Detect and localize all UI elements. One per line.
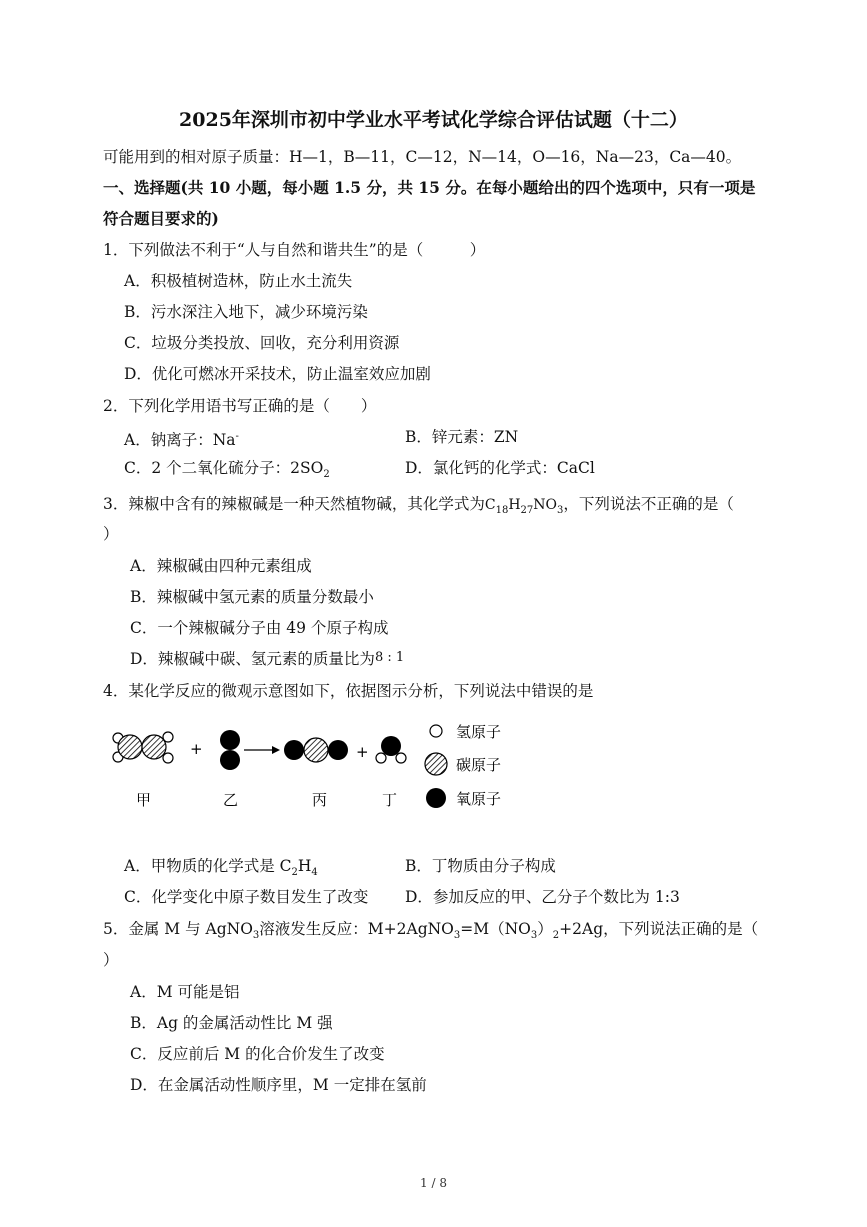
reaction-arrow [244,746,280,754]
capsaicin-formula: $C_{18}H_{27}NO_3$ [484,497,564,516]
legend-oxygen [426,788,501,808]
section1-heading-line2: 符合题目要求的) [103,209,219,228]
legend-carbon [425,753,501,775]
label-jia: 甲 [136,791,152,809]
molecule-jia [113,732,173,763]
svg-text:碳原子: 碳原子 [456,756,502,774]
q5-option-d: D．在金属活动性顺序里，M 一定排在氢前 [130,1076,427,1094]
q3-option-b: B．辣椒碱中氢元素的质量分数最小 [130,588,374,606]
q3-option-a: A．辣椒碱由四种元素组成 [130,557,312,575]
q1-option-d: D．优化可燃冰开采技术，防止温室效应加剧 [124,365,431,383]
q3-option-d: D．辣椒碱中碳、氢元素的质量比为8 : 1 [130,650,405,668]
q2-option-a: A．钠离子：Na- [124,431,239,450]
label-ding: 丁 [382,791,398,809]
q4-stem: 4．某化学反应的微观示意图如下，依据图示分析，下列说法中错误的是 [103,682,594,700]
q1-option-b: B．污水深注入地下，减少环境污染 [124,303,368,321]
q2-option-b: B．锌元素：ZN [405,428,519,446]
q3-option-c: C．一个辣椒碱分子由 49 个原子构成 [130,619,389,637]
q3-stem: 3．辣椒中含有的辣椒碱是一种天然植物碱，其化学式为$C_{18}H_{27}NO_3$，下列说法不正确的是（ [103,495,734,516]
q1-option-a: A．积极植树造林，防止水土流失 [124,272,353,290]
reaction-micro-diagram [100,712,520,852]
section1-heading-line1: 一、选择题(共 10 小题，每小题 1.5 分，共 15 分。在每小题给出的四个选项中，只有一项是 [103,178,756,197]
q3-stem-end: ） [103,525,119,543]
q5-option-c: C．反应前后 M 的化合价发生了改变 [130,1045,385,1063]
atomic-masses-line: 可能用到的相对原子质量：H—1，B—11，C—12，N—14，O—16，Na—23，Ca—40。 [103,148,742,166]
plus-sign-2: + [356,743,369,761]
q2-option-c: C．2 个二氧化硫分子：$2SO_2$ [124,459,330,481]
q5-stem: 5．金属 M 与 AgNO$_3$溶液发生反应：$M+2AgNO_3=M(NO_3)_2+2Ag$，下列说法正确的是（ [103,920,759,942]
q2-stem: 2．下列化学用语书写正确的是（ ） [103,397,377,415]
q5-option-b: B．Ag 的金属活动性比 M 强 [130,1014,333,1032]
q4-option-c: C．化学变化中原子数目发生了改变 [124,888,369,906]
molecule-yi [220,730,240,770]
label-bing: 丙 [312,791,328,809]
plus-sign-1: + [190,740,203,758]
svg-text:氢原子: 氢原子 [456,723,502,741]
q1-stem: 1．下列做法不利于“人与自然和谐共生”的是（ ） [103,241,486,259]
q5-option-a: A．M 可能是铝 [130,983,240,1001]
label-yi: 乙 [223,791,239,809]
molecule-ding [376,736,406,763]
q5-stem-end: ） [103,951,119,969]
molecule-bing [284,738,348,762]
legend-hydrogen [430,723,501,741]
page-indicator: 1 / 8 [420,1176,447,1190]
q2-option-d: D．氯化钙的化学式：CaCl [405,459,595,477]
q4-option-b: B．丁物质由分子构成 [405,857,556,875]
q4-option-a: A．甲物质的化学式是 $C_2H_4$ [124,857,318,879]
q4-option-d: D．参加反应的甲、乙分子个数比为 1:3 [405,888,680,906]
svg-text:氧原子: 氧原子 [456,790,502,808]
page-title: 2025年深圳市初中学业水平考试化学综合评估试题（十二） [179,109,688,131]
q1-option-c: C．垃圾分类投放、回收，充分利用资源 [124,334,400,352]
